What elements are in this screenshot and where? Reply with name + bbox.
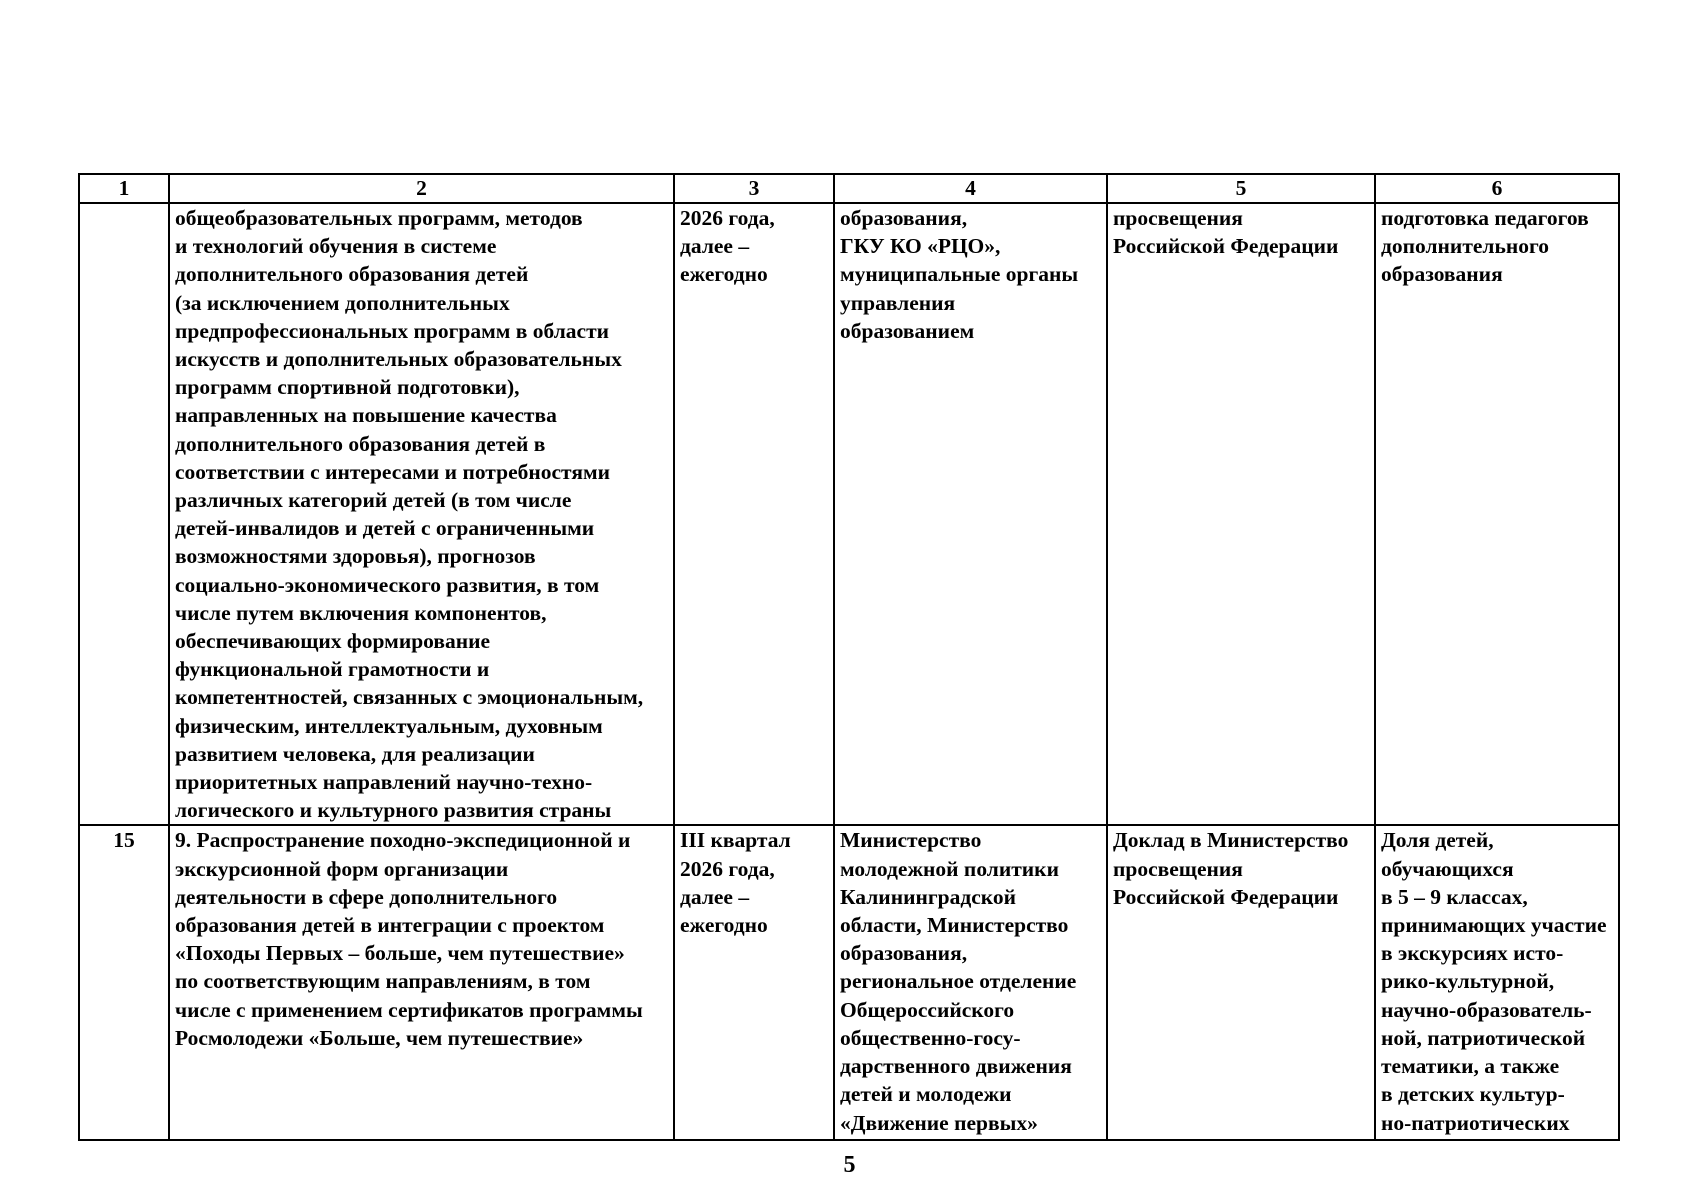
cell-text-line: числе с применением сертификатов программы [175, 997, 643, 1022]
cell-text-line: тематики, а также [1381, 1054, 1560, 1079]
cell-text-line: Росмолодежи «Больше, чем путешествие» [175, 1025, 584, 1050]
cell-text-line: научно-образователь- [1381, 997, 1592, 1022]
cell-text-line: приоритетных направлений научно-техно- [175, 770, 593, 795]
cell-text-line: принимающих участие [1381, 913, 1607, 938]
cell-text-line: в детских культур- [1381, 1082, 1565, 1107]
cell-text-line: компетентностей, связанных с эмоциональным, [175, 685, 644, 710]
cell-text-line: числе путем включения компонентов, [175, 600, 547, 625]
cell-text-line: 9. Распространение походно-экспедиционной и [175, 828, 631, 853]
cell-text-line: далее – [680, 234, 750, 259]
cell-text-line: (за исключением дополнительных [175, 290, 510, 315]
cell-text-line: Калининградской [840, 884, 1016, 909]
cell-text-line: в экскурсиях исто- [1381, 941, 1564, 966]
table-cell-col4 [834, 203, 1107, 825]
table-cell-col2 [169, 825, 674, 1140]
table-cell-col3 [674, 825, 834, 1140]
cell-text-line: физическим, интеллектуальным, духовным [175, 713, 603, 738]
cell-text-line: далее – [680, 884, 750, 909]
table-cell-col4 [834, 825, 1107, 1140]
cell-text-line: направленных на повышение качества [175, 403, 557, 428]
cell-text-line: и технологий обучения в системе [175, 234, 497, 259]
cell-text-line: обеспечивающих формирование [175, 629, 491, 654]
cell-text-line: логического и культурного развития страны [175, 798, 612, 823]
cell-text-line: образования [1381, 262, 1503, 287]
cell-text-line: Общероссийского [840, 997, 1015, 1022]
cell-text-line: области, Министерство [840, 913, 1069, 938]
table-cell-col6 [1375, 203, 1619, 825]
table-cell-col5 [1107, 203, 1375, 825]
cell-text-line: обучающихся [1381, 856, 1514, 881]
column-header-5: 5 [1107, 174, 1375, 203]
cell-text-line: ежегодно [680, 262, 768, 287]
column-header-4: 4 [834, 174, 1107, 203]
table-cell-col2 [169, 203, 674, 825]
table-row [79, 203, 1619, 825]
cell-text-line: развитием человека, для реализации [175, 741, 535, 766]
cell-text-line: Доклад в Министерство [1113, 828, 1349, 853]
cell-text-line: ной, патриотической [1381, 1025, 1586, 1050]
cell-text-line: III квартал [680, 828, 791, 853]
cell-text-line: образования, [840, 941, 968, 966]
page-number: 5 [843, 1152, 856, 1178]
cell-text-line: программ спортивной подготовки), [175, 375, 520, 400]
cell-text-line: Министерство [840, 828, 982, 853]
cell-text-line: управления [840, 290, 956, 315]
row-number-cell [79, 203, 169, 825]
cell-text-line: дополнительного [1381, 234, 1549, 259]
cell-text-line: Доля детей, [1381, 828, 1494, 853]
cell-text-line: возможностями здоровья), прогнозов [175, 544, 536, 569]
cell-text-line: образованием [840, 318, 975, 343]
table-cell-col6 [1375, 825, 1619, 1140]
row-number-cell: 15 [79, 825, 169, 1140]
cell-text-line: ежегодно [680, 913, 768, 938]
cell-text-line: просвещения [1113, 856, 1243, 881]
cell-text-line: образования детей в интеграции с проектом [175, 913, 605, 938]
table-header-row [79, 174, 1619, 203]
cell-text-line: рико-культурной, [1381, 969, 1555, 994]
plan-table [78, 173, 1620, 1141]
cell-text-line: экскурсионной форм организации [175, 856, 509, 881]
cell-text-line: соответствии с интересами и потребностями [175, 459, 610, 484]
column-header-2: 2 [169, 174, 674, 203]
table-cell-col3 [674, 203, 834, 825]
cell-text-line: дарственного движения [840, 1054, 1072, 1079]
cell-text-line: молодежной политики [840, 856, 1059, 881]
cell-text-line: деятельности в сфере дополнительного [175, 884, 558, 909]
cell-text-line: «Движение первых» [840, 1110, 1038, 1135]
cell-text-line: дополнительного образования детей в [175, 431, 546, 456]
cell-text-line: образования, [840, 206, 968, 230]
cell-text-line: различных категорий детей (в том числе [175, 488, 572, 513]
cell-text-line: по соответствующим направлениям, в том [175, 969, 591, 994]
cell-text-line: детей-инвалидов и детей с ограниченными [175, 516, 595, 541]
cell-text-line: «Походы Первых – больше, чем путешествие» [175, 941, 625, 966]
cell-text-line: Российской Федерации [1113, 234, 1339, 259]
cell-text-line: региональное отделение [840, 969, 1077, 994]
cell-text-line: подготовка педагогов [1381, 206, 1589, 230]
cell-text-line: Российской Федерации [1113, 884, 1339, 909]
table-cell-col5 [1107, 825, 1375, 1140]
cell-text-line: муниципальные органы [840, 262, 1079, 287]
cell-text-line: социально-экономического развития, в том [175, 572, 600, 597]
cell-text-line: предпрофессиональных программ в области [175, 318, 610, 343]
cell-text-line: 2026 года, [680, 206, 775, 230]
cell-text-line: 2026 года, [680, 856, 775, 881]
cell-text-line: дополнительного образования детей [175, 262, 529, 287]
column-header-6: 6 [1375, 174, 1619, 203]
cell-text-line: общеобразовательных программ, методов [175, 206, 583, 230]
cell-text-line: ГКУ КО «РЦО», [840, 234, 1001, 259]
cell-text-line: общественно-госу- [840, 1025, 1021, 1050]
cell-text-line: но-патриотических [1381, 1110, 1570, 1135]
cell-text-line: искусств и дополнительных образовательных [175, 347, 622, 372]
cell-text-line: просвещения [1113, 206, 1243, 230]
column-header-1: 1 [79, 174, 169, 203]
column-header-3: 3 [674, 174, 834, 203]
table-row [79, 825, 1619, 1140]
cell-text-line: детей и молодежи [840, 1082, 1012, 1107]
cell-text-line: в 5 – 9 классах, [1381, 884, 1528, 909]
cell-text-line: функциональной грамотности и [175, 657, 490, 682]
